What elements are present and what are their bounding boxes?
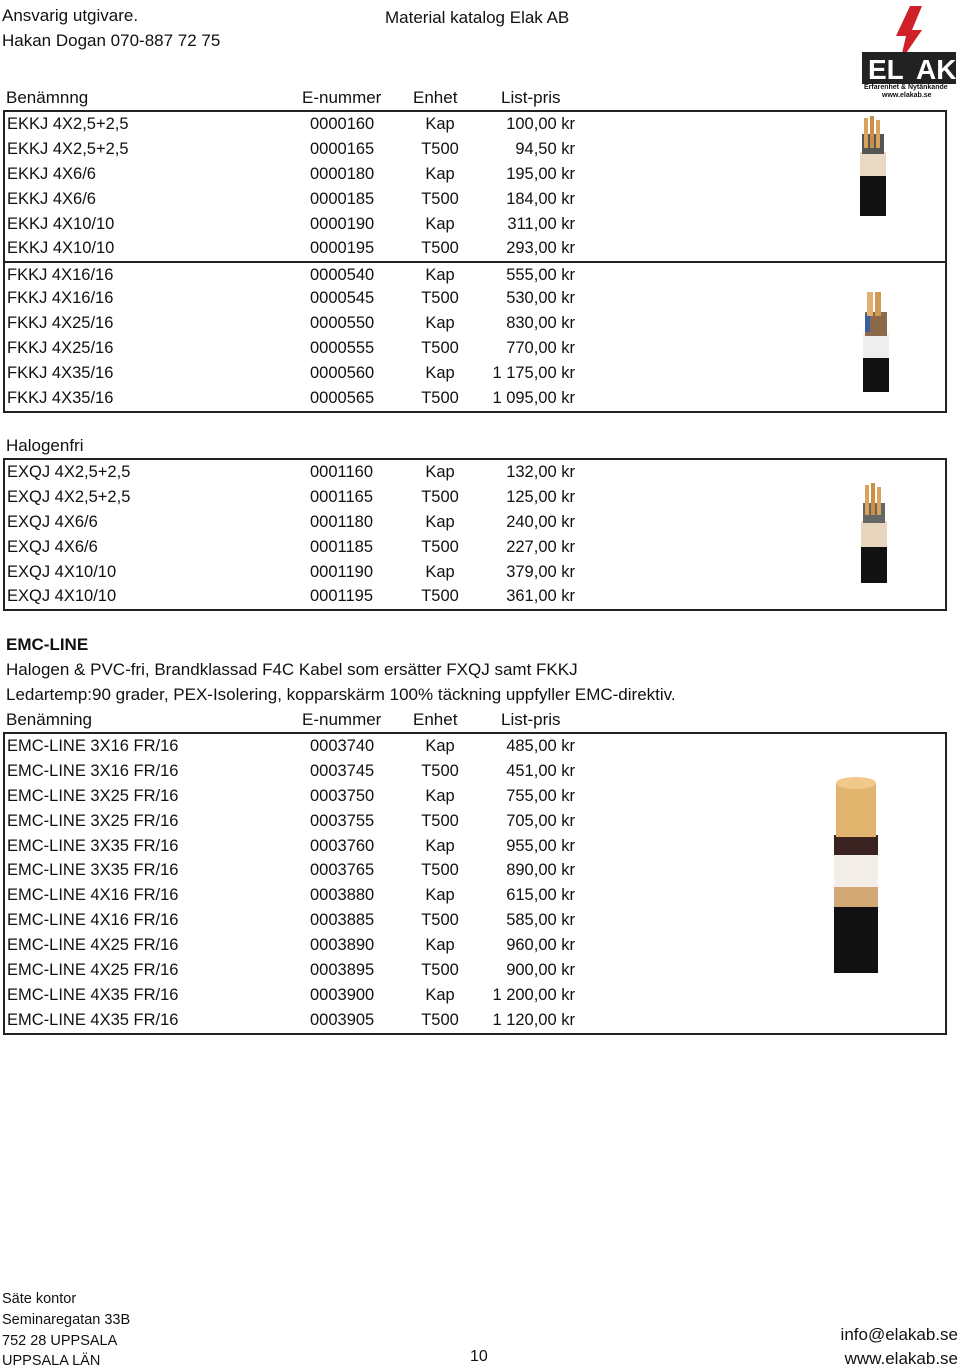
office-postal: 752 28 UPPSALA	[2, 1333, 118, 1349]
unit: Kap	[425, 164, 455, 183]
unit: T500	[421, 289, 459, 308]
unit: Kap	[425, 363, 455, 382]
table-row	[5, 162, 945, 187]
unit: Kap	[425, 886, 455, 905]
e-number: 0003760	[310, 836, 375, 855]
e-number: 0000165	[310, 139, 375, 158]
unit: Kap	[425, 836, 455, 855]
unit: T500	[421, 139, 459, 158]
product-name: EXQJ 4X6/6	[7, 512, 98, 531]
list-price: 132,00 kr	[506, 463, 575, 481]
product-name: EMC-LINE 3X16 FR/16	[7, 737, 179, 755]
product-name: EKKJ 4X2,5+2,5	[7, 139, 129, 158]
list-price: 890,00 kr	[506, 861, 575, 880]
table-row	[5, 112, 945, 137]
product-name: EXQJ 4X6/6	[7, 537, 98, 556]
unit: Kap	[425, 512, 455, 531]
e-number: 0003880	[310, 886, 375, 905]
product-table-halogenfri	[3, 458, 947, 611]
unit: Kap	[425, 786, 455, 805]
e-number: 0000190	[310, 214, 375, 233]
product-name: FKKJ 4X25/16	[7, 339, 114, 358]
unit: T500	[421, 189, 459, 208]
list-price: 555,00 kr	[506, 266, 575, 285]
e-number: 0001160	[310, 463, 374, 481]
logo-tagline: Erfarenhet & Nytänkande	[864, 84, 948, 91]
halogenfri-title: Halogenfri	[6, 436, 84, 455]
list-price: 615,00 kr	[506, 886, 575, 905]
table-row	[5, 311, 945, 336]
table-row	[5, 560, 945, 585]
product-table-emc-line	[3, 732, 947, 1035]
unit: Kap	[425, 314, 455, 333]
unit: T500	[421, 339, 459, 358]
svg-text:AK: AK	[916, 54, 957, 85]
e-number: 0001165	[310, 487, 374, 506]
unit: T500	[421, 911, 459, 930]
list-price: 240,00 kr	[506, 512, 575, 531]
e-number: 0003890	[310, 936, 375, 955]
table-row	[5, 336, 945, 361]
list-price: 1 200,00 kr	[492, 985, 575, 1004]
unit: T500	[421, 1010, 459, 1029]
e-number: 0001180	[310, 512, 374, 531]
product-name: EXQJ 4X10/10	[7, 562, 117, 581]
table-row	[5, 784, 945, 809]
table-row	[5, 933, 945, 958]
product-table-ekkj-fkkj	[3, 110, 947, 413]
product-name: EMC-LINE 4X25 FR/16	[7, 961, 179, 980]
table-row	[5, 834, 945, 859]
table-row	[5, 908, 945, 933]
unit: Kap	[425, 214, 455, 233]
logo-url: www.elakab.se	[882, 92, 932, 99]
col-header-unit: Enhet	[413, 88, 458, 107]
emc-col-header-unit: Enhet	[413, 710, 458, 729]
product-name: FKKJ 4X16/16	[7, 289, 114, 308]
emc-description-2: Ledartemp:90 grader, PEX-Isolering, kopparskärm 100% täckning uppfyller EMC-direktiv.	[6, 685, 676, 704]
table-row	[5, 386, 945, 411]
product-name: EMC-LINE 3X25 FR/16	[7, 811, 179, 830]
product-name: EXQJ 4X2,5+2,5	[7, 487, 131, 506]
table-row	[5, 137, 945, 162]
table-row	[5, 809, 945, 834]
contact-website[interactable]: www.elakab.se	[844, 1349, 958, 1368]
product-name: EKKJ 4X6/6	[7, 189, 96, 208]
list-price: 705,00 kr	[506, 811, 575, 830]
e-number: 0000180	[310, 164, 375, 183]
emc-col-header-name: Benämning	[6, 710, 93, 729]
list-price: 1 175,00 kr	[492, 363, 575, 382]
list-price: 125,00 kr	[506, 487, 575, 506]
contact-email[interactable]: info@elakab.se	[840, 1325, 958, 1344]
product-name: EMC-LINE 4X16 FR/16	[7, 886, 179, 905]
e-number: 0000160	[310, 115, 375, 133]
ekkj-cable-image	[852, 114, 892, 216]
unit: Kap	[425, 463, 455, 481]
e-number: 0000565	[310, 388, 375, 407]
e-number: 0000195	[310, 239, 375, 258]
unit: Kap	[425, 985, 455, 1004]
list-price: 1 095,00 kr	[492, 388, 575, 407]
unit: Kap	[425, 266, 455, 285]
e-number: 0000550	[310, 314, 375, 333]
list-price: 755,00 kr	[506, 786, 575, 805]
list-price: 830,00 kr	[506, 314, 575, 333]
col-header-price: List-pris	[501, 88, 561, 107]
e-number: 0003895	[310, 961, 375, 980]
list-price: 311,00 kr	[507, 214, 575, 233]
table-row	[5, 858, 945, 883]
list-price: 379,00 kr	[506, 562, 575, 581]
emc-title: EMC-LINE	[6, 635, 89, 654]
product-name: EMC-LINE 4X35 FR/16	[7, 1010, 179, 1029]
responsible-label: Ansvarig utgivare.	[2, 6, 139, 25]
table-row	[5, 983, 945, 1008]
unit: T500	[421, 537, 459, 556]
product-name: EKKJ 4X2,5+2,5	[7, 115, 129, 133]
list-price: 451,00 kr	[506, 761, 575, 780]
page-number: 10	[470, 1348, 488, 1365]
table-row	[5, 286, 945, 311]
table-row	[5, 734, 945, 759]
list-price: 485,00 kr	[506, 737, 575, 755]
product-name: FKKJ 4X25/16	[7, 314, 114, 333]
emc-col-header-enumber: E-nummer	[302, 710, 382, 729]
list-price: 293,00 kr	[506, 239, 575, 258]
product-name: EKKJ 4X10/10	[7, 239, 115, 258]
table-row	[5, 584, 945, 609]
catalog-title: Material katalog Elak AB	[385, 8, 570, 27]
product-name: EXQJ 4X2,5+2,5	[7, 463, 131, 481]
unit: T500	[421, 487, 459, 506]
list-price: 184,00 kr	[506, 189, 575, 208]
unit: T500	[421, 587, 459, 606]
product-name: EKKJ 4X10/10	[7, 214, 115, 233]
e-number: 0001190	[310, 562, 374, 581]
list-price: 770,00 kr	[506, 339, 575, 358]
product-name: EMC-LINE 3X25 FR/16	[7, 786, 179, 805]
e-number: 0003900	[310, 985, 375, 1004]
exqj-cable-image	[853, 481, 893, 583]
list-price: 1 120,00 kr	[492, 1010, 575, 1029]
product-name: FKKJ 4X16/16	[7, 266, 114, 285]
table-row	[5, 958, 945, 983]
table-row	[5, 460, 945, 485]
unit: Kap	[425, 936, 455, 955]
table-row	[5, 883, 945, 908]
list-price: 960,00 kr	[506, 936, 575, 955]
office-label: Säte kontor	[2, 1291, 77, 1307]
contact-info: Hakan Dogan 070-887 72 75	[2, 31, 221, 50]
e-number: 0000555	[310, 339, 375, 358]
col-header-name: Benämnng	[6, 88, 89, 107]
table-row	[5, 187, 945, 212]
col-header-enumber: E-nummer	[302, 88, 382, 107]
office-county: UPPSALA LÄN	[2, 1353, 101, 1368]
company-logo	[860, 4, 958, 102]
e-number: 0003905	[310, 1010, 375, 1029]
product-name: EMC-LINE 4X25 FR/16	[7, 936, 179, 955]
list-price: 530,00 kr	[506, 289, 575, 308]
table-row	[5, 361, 945, 386]
list-price: 900,00 kr	[506, 961, 575, 980]
list-price: 585,00 kr	[506, 911, 575, 930]
list-price: 100,00 kr	[506, 115, 575, 133]
unit: T500	[421, 761, 459, 780]
e-number: 0000560	[310, 363, 375, 382]
product-name: FKKJ 4X35/16	[7, 388, 114, 407]
fkkj-cable-image	[855, 290, 895, 392]
unit: Kap	[425, 115, 455, 133]
table-row	[5, 236, 945, 261]
list-price: 361,00 kr	[506, 587, 575, 606]
table-row	[5, 510, 945, 535]
emc-description-1: Halogen & PVC-fri, Brandklassad F4C Kabel som ersätter FXQJ samt FKKJ	[6, 660, 578, 679]
list-price: 195,00 kr	[506, 164, 575, 183]
product-name: EMC-LINE 4X35 FR/16	[7, 985, 179, 1004]
e-number: 0003745	[310, 761, 375, 780]
office-street: Seminaregatan 33B	[2, 1312, 131, 1328]
emc-col-header-price: List-pris	[501, 710, 561, 729]
e-number: 0003765	[310, 861, 375, 880]
emc-line-cable-image	[828, 775, 884, 973]
product-name: FKKJ 4X35/16	[7, 363, 114, 382]
e-number: 0001185	[310, 537, 374, 556]
svg-text:EL: EL	[868, 54, 904, 85]
table-row	[5, 1008, 945, 1033]
e-number: 0003755	[310, 811, 375, 830]
unit: T500	[421, 388, 459, 407]
unit: T500	[421, 961, 459, 980]
e-number: 0000185	[310, 189, 375, 208]
list-price: 955,00 kr	[506, 836, 575, 855]
unit: Kap	[425, 562, 455, 581]
e-number: 0003740	[310, 737, 375, 755]
table-row	[5, 212, 945, 237]
unit: T500	[421, 861, 459, 880]
list-price: 227,00 kr	[506, 537, 575, 556]
e-number: 0001195	[310, 587, 374, 606]
e-number: 0000545	[310, 289, 375, 308]
product-name: EMC-LINE 3X35 FR/16	[7, 861, 179, 880]
unit: Kap	[425, 737, 455, 755]
product-name: EXQJ 4X10/10	[7, 587, 117, 606]
table-row	[5, 535, 945, 560]
e-number: 0000540	[310, 266, 375, 285]
table-row	[5, 759, 945, 784]
product-name: EKKJ 4X6/6	[7, 164, 96, 183]
e-number: 0003885	[310, 911, 375, 930]
product-name: EMC-LINE 3X35 FR/16	[7, 836, 179, 855]
e-number: 0003750	[310, 786, 375, 805]
list-price: 94,50 kr	[515, 139, 575, 158]
unit: T500	[421, 811, 459, 830]
table-row	[5, 261, 945, 286]
unit: T500	[421, 239, 459, 258]
table-row	[5, 485, 945, 510]
product-name: EMC-LINE 4X16 FR/16	[7, 911, 179, 930]
product-name: EMC-LINE 3X16 FR/16	[7, 761, 179, 780]
